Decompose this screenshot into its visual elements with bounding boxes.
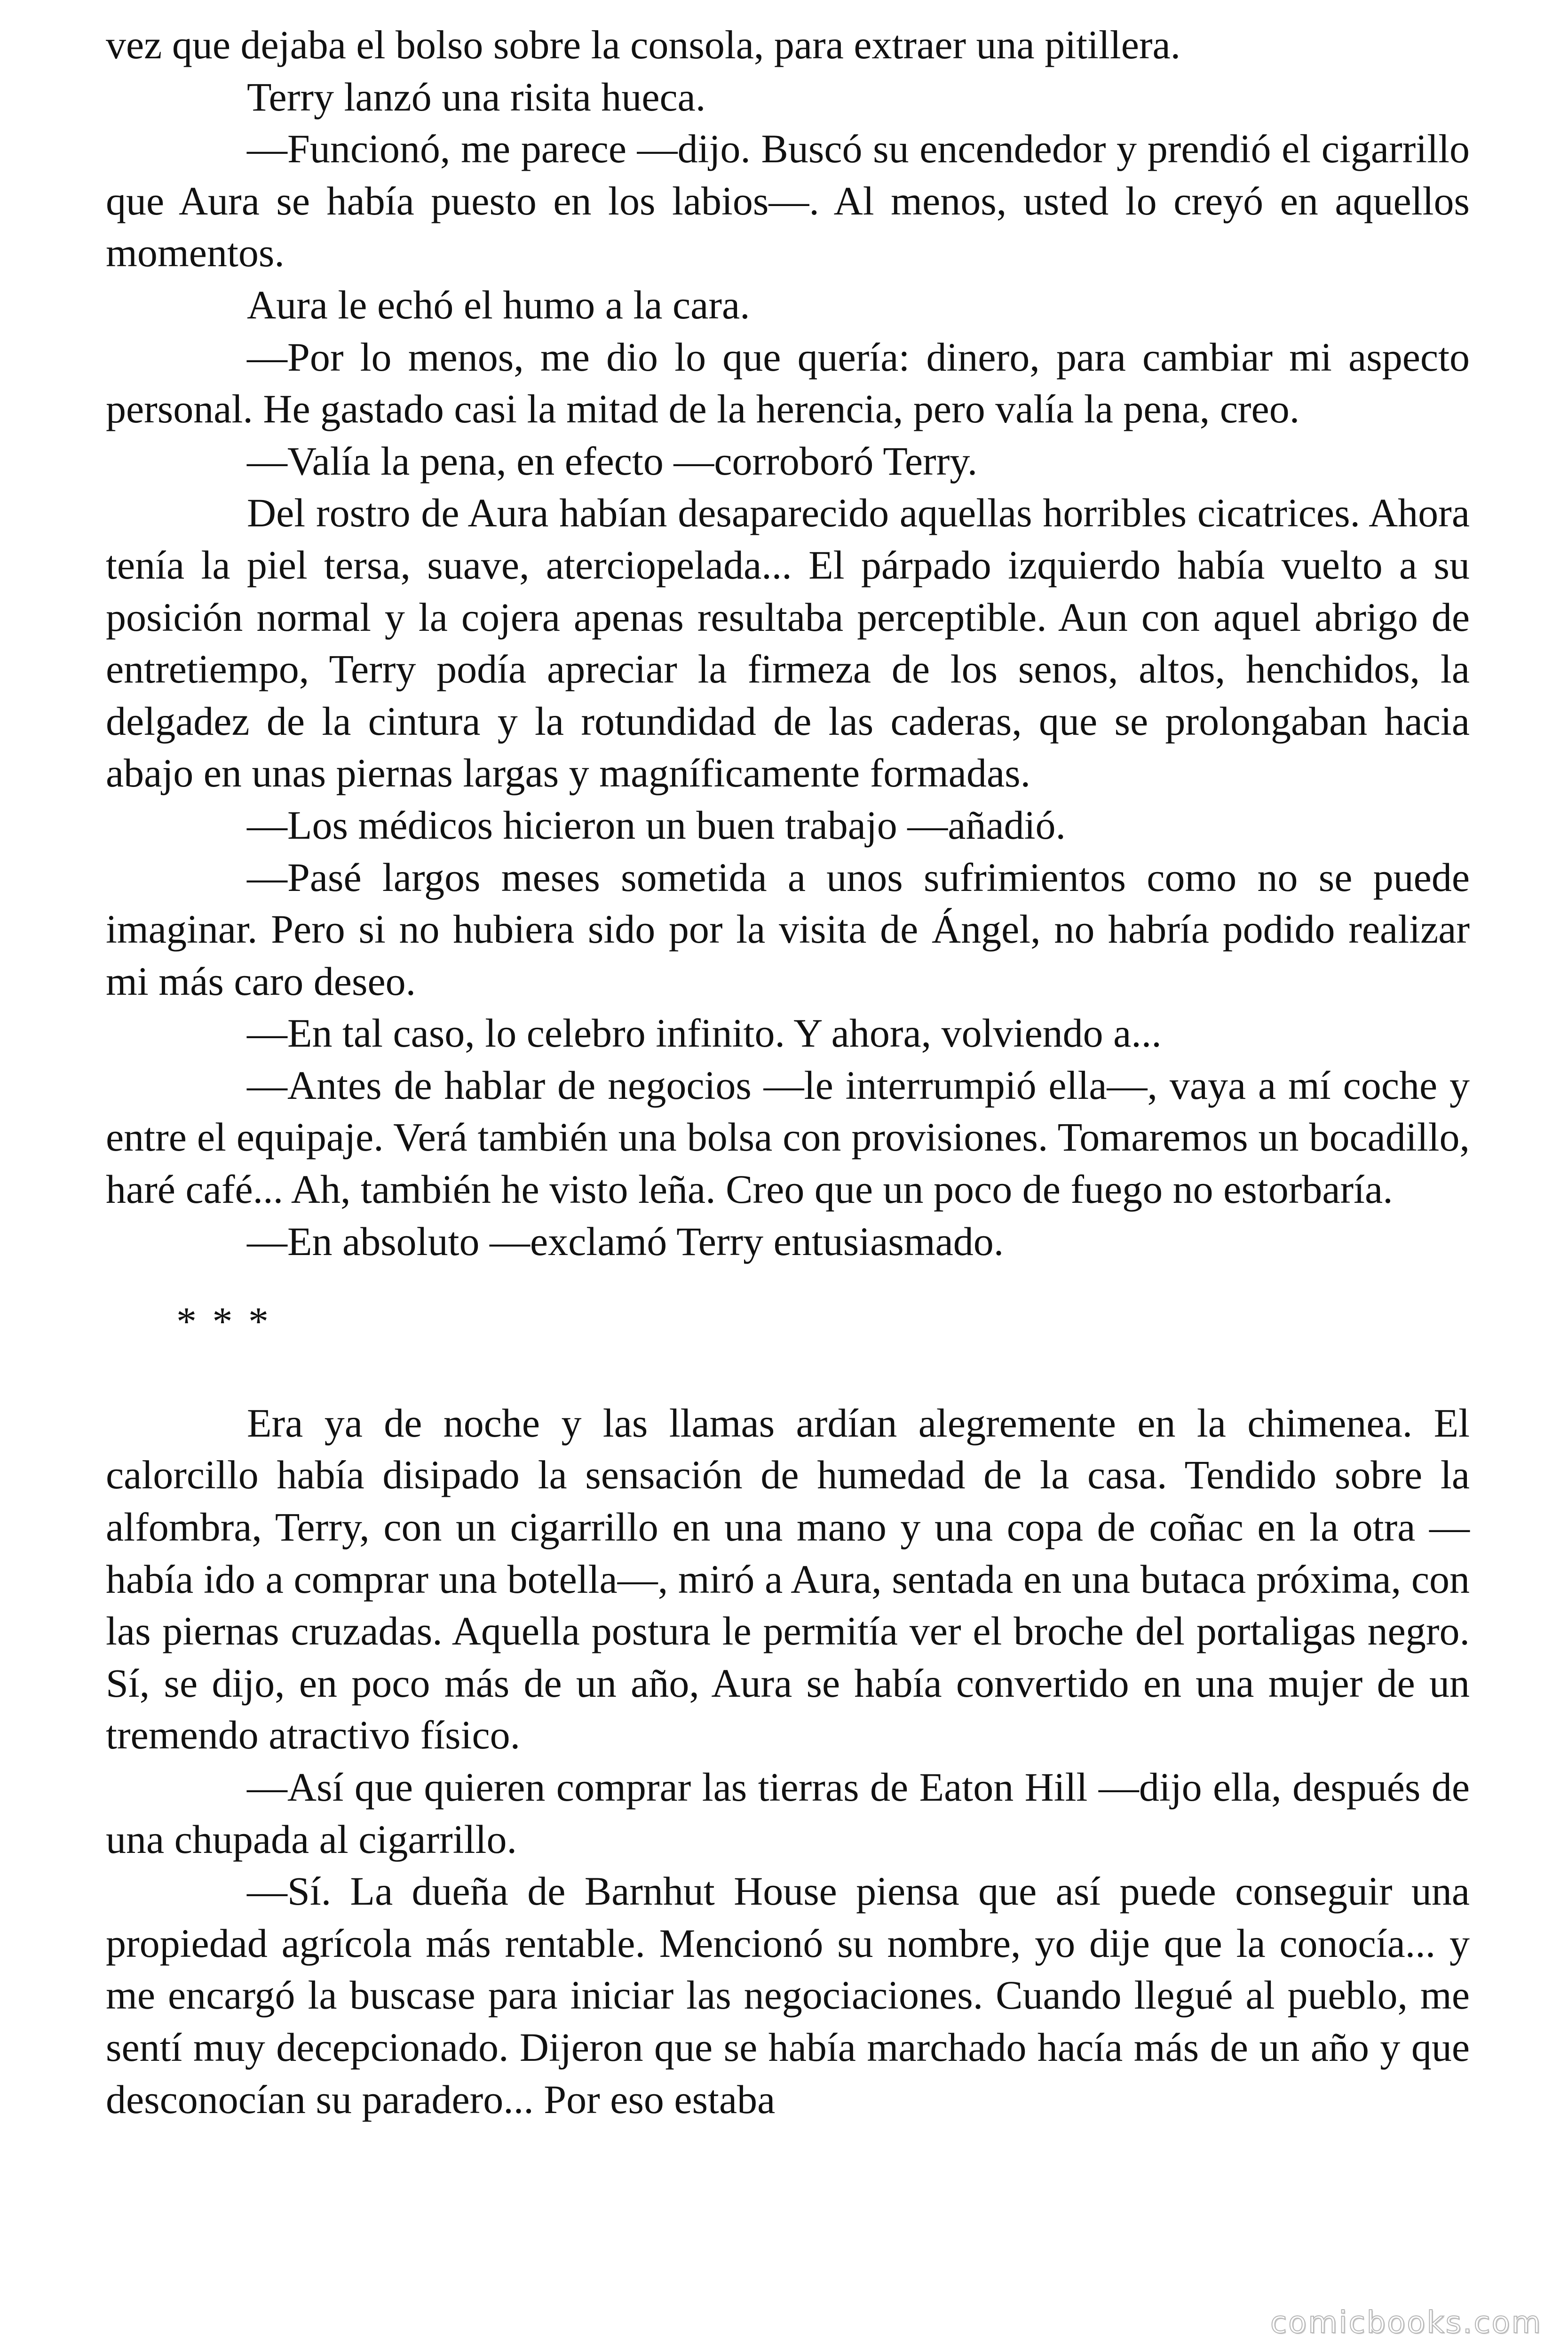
paragraph: vez que dejaba el bolso sobre la consola, para extraer una pitillera. <box>106 22 1181 67</box>
watermark-text: comicbooks.com <box>1270 2305 1542 2340</box>
scene-break: * * * <box>176 1299 271 1344</box>
paragraph: —Antes de hablar de negocios —le interrumpió ella—, vaya a mí coche y entre el equipaje. Verá también una bolsa con provisiones. Tomaremos un bocadillo, haré café... Ah, también he visto leña. Creo que un poco de fuego no estorbaría. <box>106 1062 1470 1212</box>
paragraph: —Funcionó, me parece —dijo. Buscó su encendedor y prendió el cigarrillo que Aura se había puesto en los labios—. Al menos, usted lo creyó en aquellos momentos. <box>106 126 1470 276</box>
paragraph: Terry lanzó una risita hueca. <box>247 74 706 119</box>
text-block-after-break <box>106 1397 1470 2125</box>
paragraph: Del rostro de Aura habían desaparecido aquellas horribles cicatrices. Ahora tenía la piel tersa, suave, aterciopelada... El párpado izquierdo había vuelto a su posición normal y la cojera apenas resultaba perceptible. Aun con aquel abrigo de entretiempo, Terry podía apreciar la firmeza de los senos, altos, henchidos, la delgadez de la cintura y la rotundidad de las caderas, que se prolongaban hacia abajo en unas piernas largas y magníficamente formadas. <box>106 490 1470 796</box>
paragraph: —Pasé largos meses sometida a unos sufrimientos como no se puede imaginar. Pero si no hubiera sido por la visita de Ángel, no habría podido realizar mi más caro deseo. <box>106 854 1470 1004</box>
text-block-before-break <box>106 19 1470 1267</box>
book-page <box>106 19 1470 2125</box>
paragraph: Era ya de noche y las llamas ardían alegremente en la chimenea. El calorcillo había disipado la sensación de humedad de la casa. Tendido sobre la alfombra, Terry, con un cigarrillo en una mano y una copa de coñac en la otra —había ido a comprar una botella—, miró a Aura, sentada en una butaca próxima, con las piernas cruzadas. Aquella postura le permitía ver el broche del portaligas negro. Sí, se dijo, en poco más de un año, Aura se había convertido en una mujer de un tremendo atractivo físico. <box>106 1400 1470 1758</box>
paragraph: —Así que quieren comprar las tierras de Eaton Hill —dijo ella, después de una chupada al cigarrillo. <box>106 1764 1470 1862</box>
paragraph: —Por lo menos, me dio lo que quería: dinero, para cambiar mi aspecto personal. He gastado casi la mitad de la herencia, pero valía la pena, creo. <box>106 334 1470 432</box>
paragraph: —En absoluto —exclamó Terry entusiasmado. <box>247 1218 1004 1264</box>
paragraph: —Valía la pena, en efecto —corroboró Terry. <box>247 438 978 484</box>
paragraph: —Los médicos hicieron un buen trabajo —añadió. <box>247 802 1066 848</box>
paragraph: —Sí. La dueña de Barnhut House piensa que así puede conseguir una propiedad agrícola más rentable. Mencionó su nombre, yo dije que la conocía... y me encargó la buscase para iniciar las negociaciones. Cuando llegué al pueblo, me sentí muy decepcionado. Dijeron que se había marchado hacía más de un año y que desconocían su paradero... Por eso estaba <box>106 1868 1470 2122</box>
paragraph: —En tal caso, lo celebro infinito. Y ahora, volviendo a... <box>247 1010 1162 1056</box>
paragraph: Aura le echó el humo a la cara. <box>247 282 750 327</box>
